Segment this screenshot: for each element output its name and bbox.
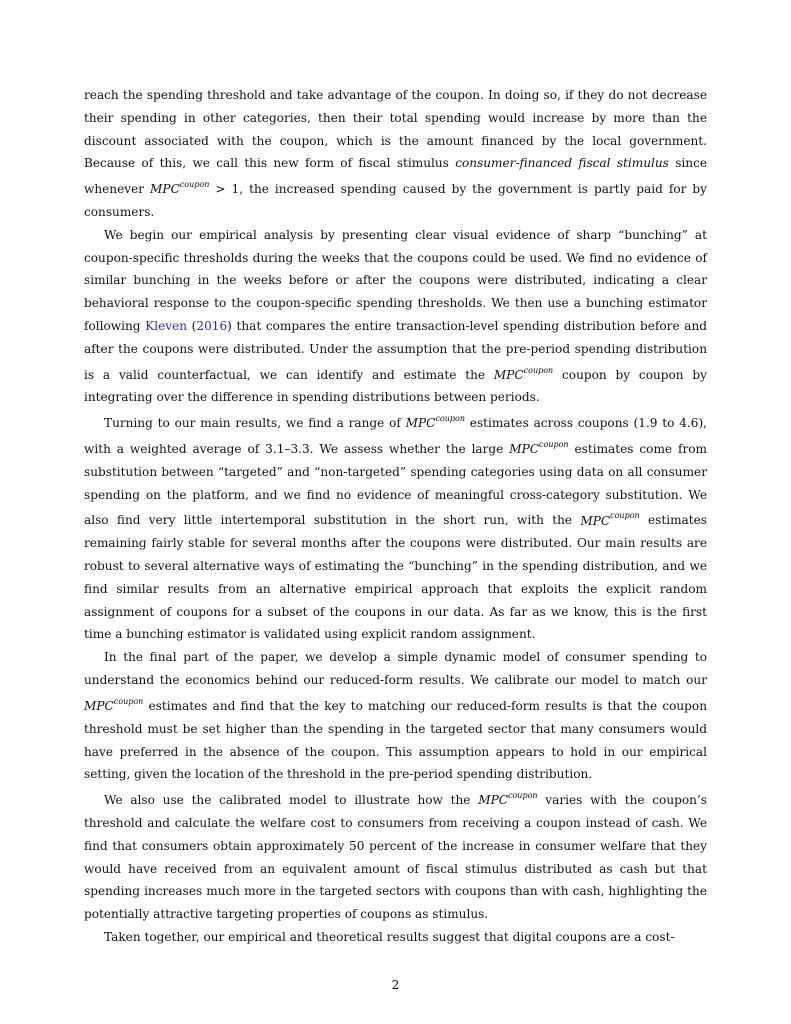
text-run: estimates come from substitution between “targeted” and “non-targeted” spending categories using data on all consumer spending on the platform, and we find no evidence of meaningful cross-category substitution. We also find very little intertemporal substitution in the short run, with the	[84, 442, 707, 528]
math-superscript: coupon	[508, 791, 538, 801]
text-run: since whenever	[84, 156, 708, 197]
page-number: 2	[391, 978, 400, 992]
text-run: (	[187, 319, 197, 333]
text-run: estimates across coupons (1.9 to 4.6), with a weighted average of 3.1–3.3. We assess whether the large	[84, 416, 708, 457]
paragraph	[84, 224, 707, 409]
paragraph	[84, 84, 707, 224]
body-text	[84, 84, 707, 949]
text-run: estimates remaining fairly stable for several months after the coupons were distributed. Our main results are robust to several alternative ways of estimating the “bunching” in the spending distribution, and we find similar results from an alternative empirical approach that exploits the explicit random assignment of coupons for a subset of the coupons in our data. As far as we know, this is the first time a bunching estimator is validated using explicit random assignment.	[84, 513, 707, 642]
text-run: Taken together, our empirical and theoretical results suggest that digital coupons are a cost-	[104, 929, 675, 944]
citation-link[interactable]: Kleven	[145, 319, 188, 333]
math-mpc-coupon	[84, 696, 144, 713]
text-run: Turning to our main results, we find a range of	[104, 416, 406, 431]
math-base: MPC	[150, 182, 180, 197]
math-superscript: coupon	[179, 180, 210, 190]
text-run: coupon by coupon by integrating over the difference in spending distributions between periods.	[84, 367, 707, 405]
math-base: MPC	[405, 416, 436, 431]
text-run: ) that compares the entire transaction-level spending distribution before and after the coupons were distributed. Under the assumption that the pre-period spending distribution is a valid counterfactual, we can identify and estimate the	[84, 319, 707, 382]
paragraph	[84, 409, 707, 646]
math-superscript: coupon	[113, 696, 144, 706]
text-run: We begin our empirical analysis by presenting clear visual evidence of sharp “bunching” at coupon-specific thresholds during the weeks that the coupons could be used. We find no evidence of similar bunching in the weeks before or after the coupons were distributed, indicating a clear behavioral response to the coupon-specific spending thresholds. We then use a bunching estimator following	[84, 227, 707, 333]
citation-link[interactable]: 2016	[196, 319, 228, 333]
text-run: In the final part of the paper, we develop a simple dynamic model of consumer spending to understand the economics behind our reduced-form results. We calibrate our model to match our	[84, 650, 707, 688]
emphasis: consumer-financed fiscal stimulus	[455, 156, 669, 171]
math-base: MPC	[478, 793, 508, 808]
math-base: MPC	[84, 698, 114, 713]
text-run: reach the spending threshold and take advantage of the coupon. In doing so, if they do not decrease their spending in other categories, then their total spending would increase by more than the discount associated with the coupon, which is the amount financed by the local government. Because of this, we call this new form of fiscal stimulus	[84, 88, 707, 171]
math-base: MPC	[509, 442, 540, 457]
text-run: estimates and find that the key to matching our reduced-form results is that the coupon threshold must be set higher than the spending in the targeted sector that many consumers would have preferred in the absence of the coupon. This assumption appears to hold in our empirical setting, given the location of the threshold in the pre-period spending distribution.	[84, 698, 707, 782]
paragraph	[84, 926, 707, 949]
math-superscript: coupon	[523, 365, 554, 375]
math-superscript: coupon	[539, 440, 569, 450]
paragraph	[84, 786, 707, 926]
math-mpc-coupon	[580, 511, 640, 528]
math-mpc-coupon	[509, 442, 568, 456]
text-run: We also use the calibrated model to illustrate how the	[104, 793, 479, 808]
paragraph	[84, 646, 707, 786]
math-superscript: coupon	[610, 511, 640, 521]
math-base: MPC	[493, 367, 524, 382]
text-run: > 1, the increased spending caused by the government is partly paid for by consumers.	[84, 182, 708, 220]
text-run: varies with the coupon’s threshold and calculate the welfare cost to consumers from receiving a coupon instead of cash. We find that consumers obtain approximately 50 percent of the increase in consumer welfare that they would have received from an equivalent amount of fiscal stimulus distributed as cash but that spending increases much more in the targeted sectors with coupons than with cash, highlighting the potentially attractive targeting properties of coupons as stimulus.	[84, 793, 707, 922]
math-base: MPC	[580, 513, 611, 528]
math-mpc-coupon	[478, 793, 537, 807]
math-mpc-coupon	[493, 365, 554, 382]
math-mpc-coupon	[150, 182, 209, 196]
math-superscript: coupon	[435, 414, 465, 424]
math-mpc-coupon	[406, 416, 465, 430]
